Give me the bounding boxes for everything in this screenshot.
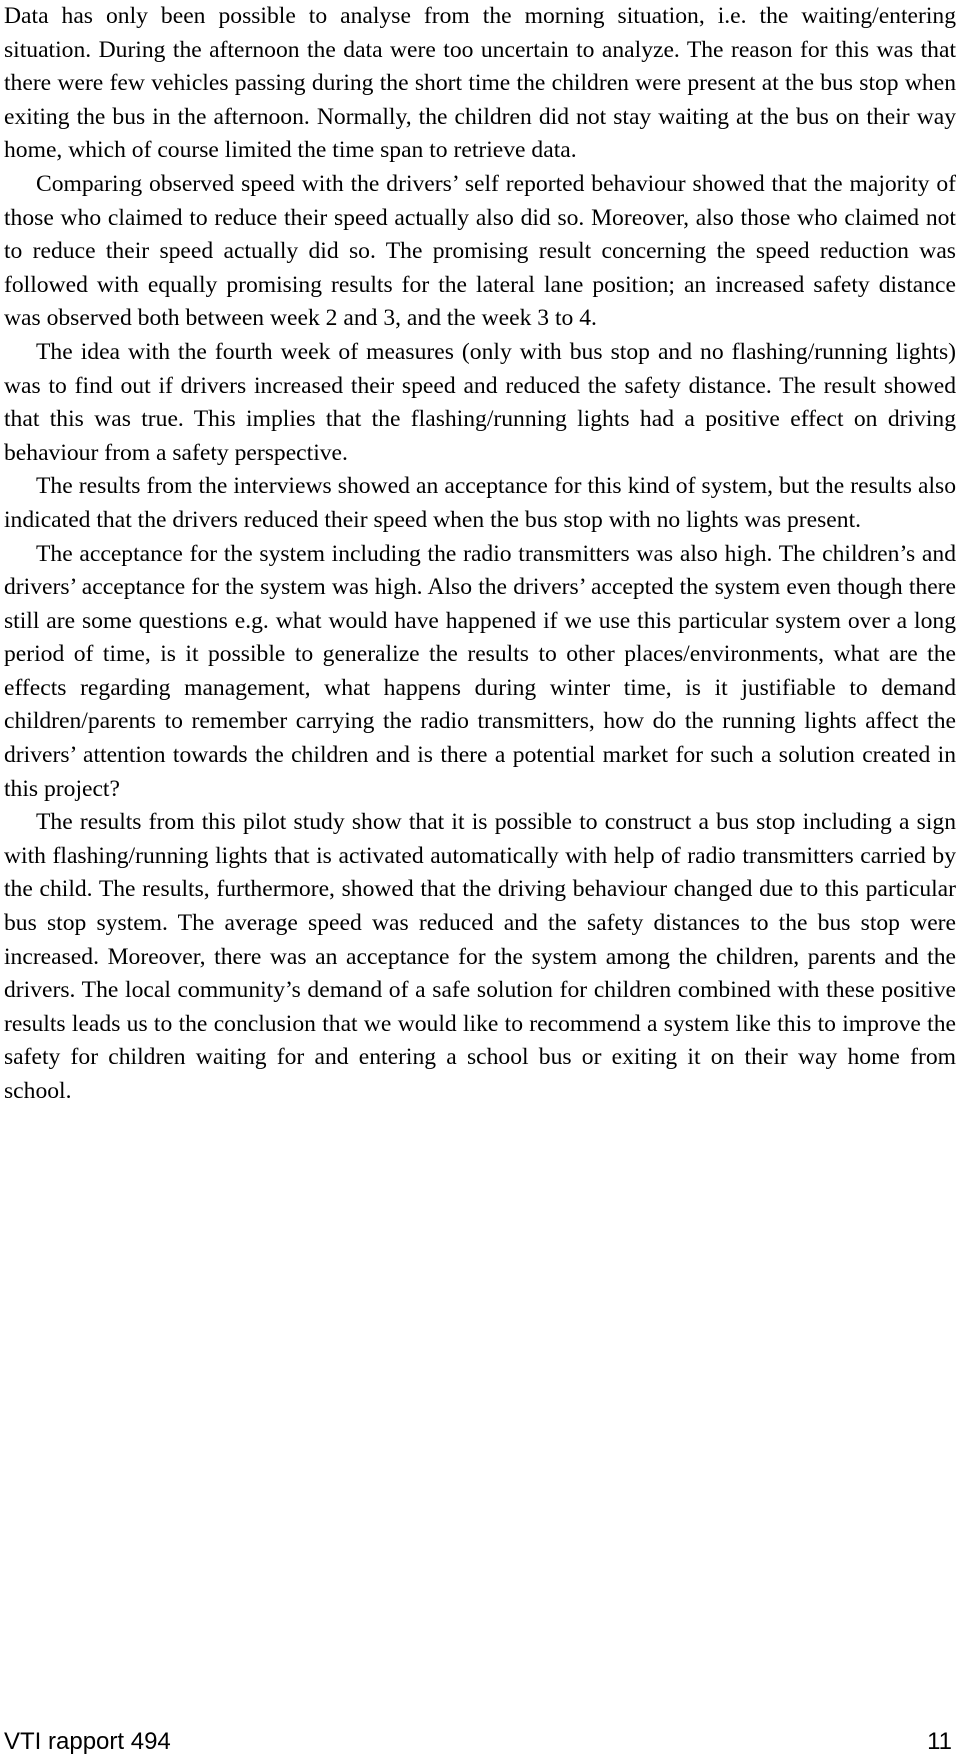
paragraph-interviews: The results from the interviews showed an acceptance for this kind of system, but the results also indicated that the drivers reduced their speed when the bus stop with no lights was present.	[4, 473, 956, 533]
paragraph-data-analysis: Data has only been possible to analyse from the morning situation, i.e. the waiting/entering situation. During the afternoon the data were too uncertain to analyze. The reason for this was that there were few vehicles passing during the short time the children were present at the bus stop when exiting the bus in the afternoon. Normally, the children did not stay waiting at the bus on their way home, which of course limited the time span to retrieve data.	[4, 3, 956, 164]
body-text	[4, 0, 956, 1109]
report-identifier: VTI rapport 494	[4, 1728, 171, 1755]
paragraph-speed-comparison: Comparing observed speed with the drivers’ self reported behaviour showed that the majority of those who claimed to reduce their speed actually also did so. Moreover, also those who claimed not to reduce their speed actually did so. The promising result concerning the speed reduction was followed with equally promising results for the lateral lane position; an increased safety distance was observed both between week 2 and 3, and the week 3 to 4.	[4, 170, 956, 332]
paragraph-conclusion: The results from this pilot study show that it is possible to construct a bus stop including a sign with flashing/running lights that is activated automatically with help of radio transmitters carried by the child. The results, furthermore, showed that the driving behaviour changed due to this particular bus stop system. The average speed was reduced and the safety distances to the bus stop were increased. Moreover, there was an acceptance for the system among the children, parents and the drivers. The local community’s demand of a safe solution for children combined with these positive results leads us to the conclusion that we would like to recommend a system like this to improve the safety for children waiting for and entering a school bus or exiting it on their way home from school.	[4, 809, 956, 1104]
paragraph-fourth-week: The idea with the fourth week of measures (only with bus stop and no flashing/running lights) was to find out if drivers increased their speed and reduced the safety distance. The result showed that this was true. This implies that the flashing/running lights had a positive effect on driving behaviour from a safety perspective.	[4, 338, 956, 466]
paragraph-acceptance: The acceptance for the system including the radio transmitters was also high. The children’s and drivers’ acceptance for the system was high. Also the drivers’ accepted the system even though there still are some questions e.g. what would have happened if we use this particular system over a long period of time, is it possible to generalize the results to other places/environments, what are the effects regarding management, what happens during winter time, is it justifiable to demand children/parents to remember carrying the radio transmitters, how do the running lights affect the drivers’ attention towards the children and is there a potential market for such a solution created in this project?	[4, 540, 956, 802]
page-number: 11	[927, 1728, 952, 1755]
